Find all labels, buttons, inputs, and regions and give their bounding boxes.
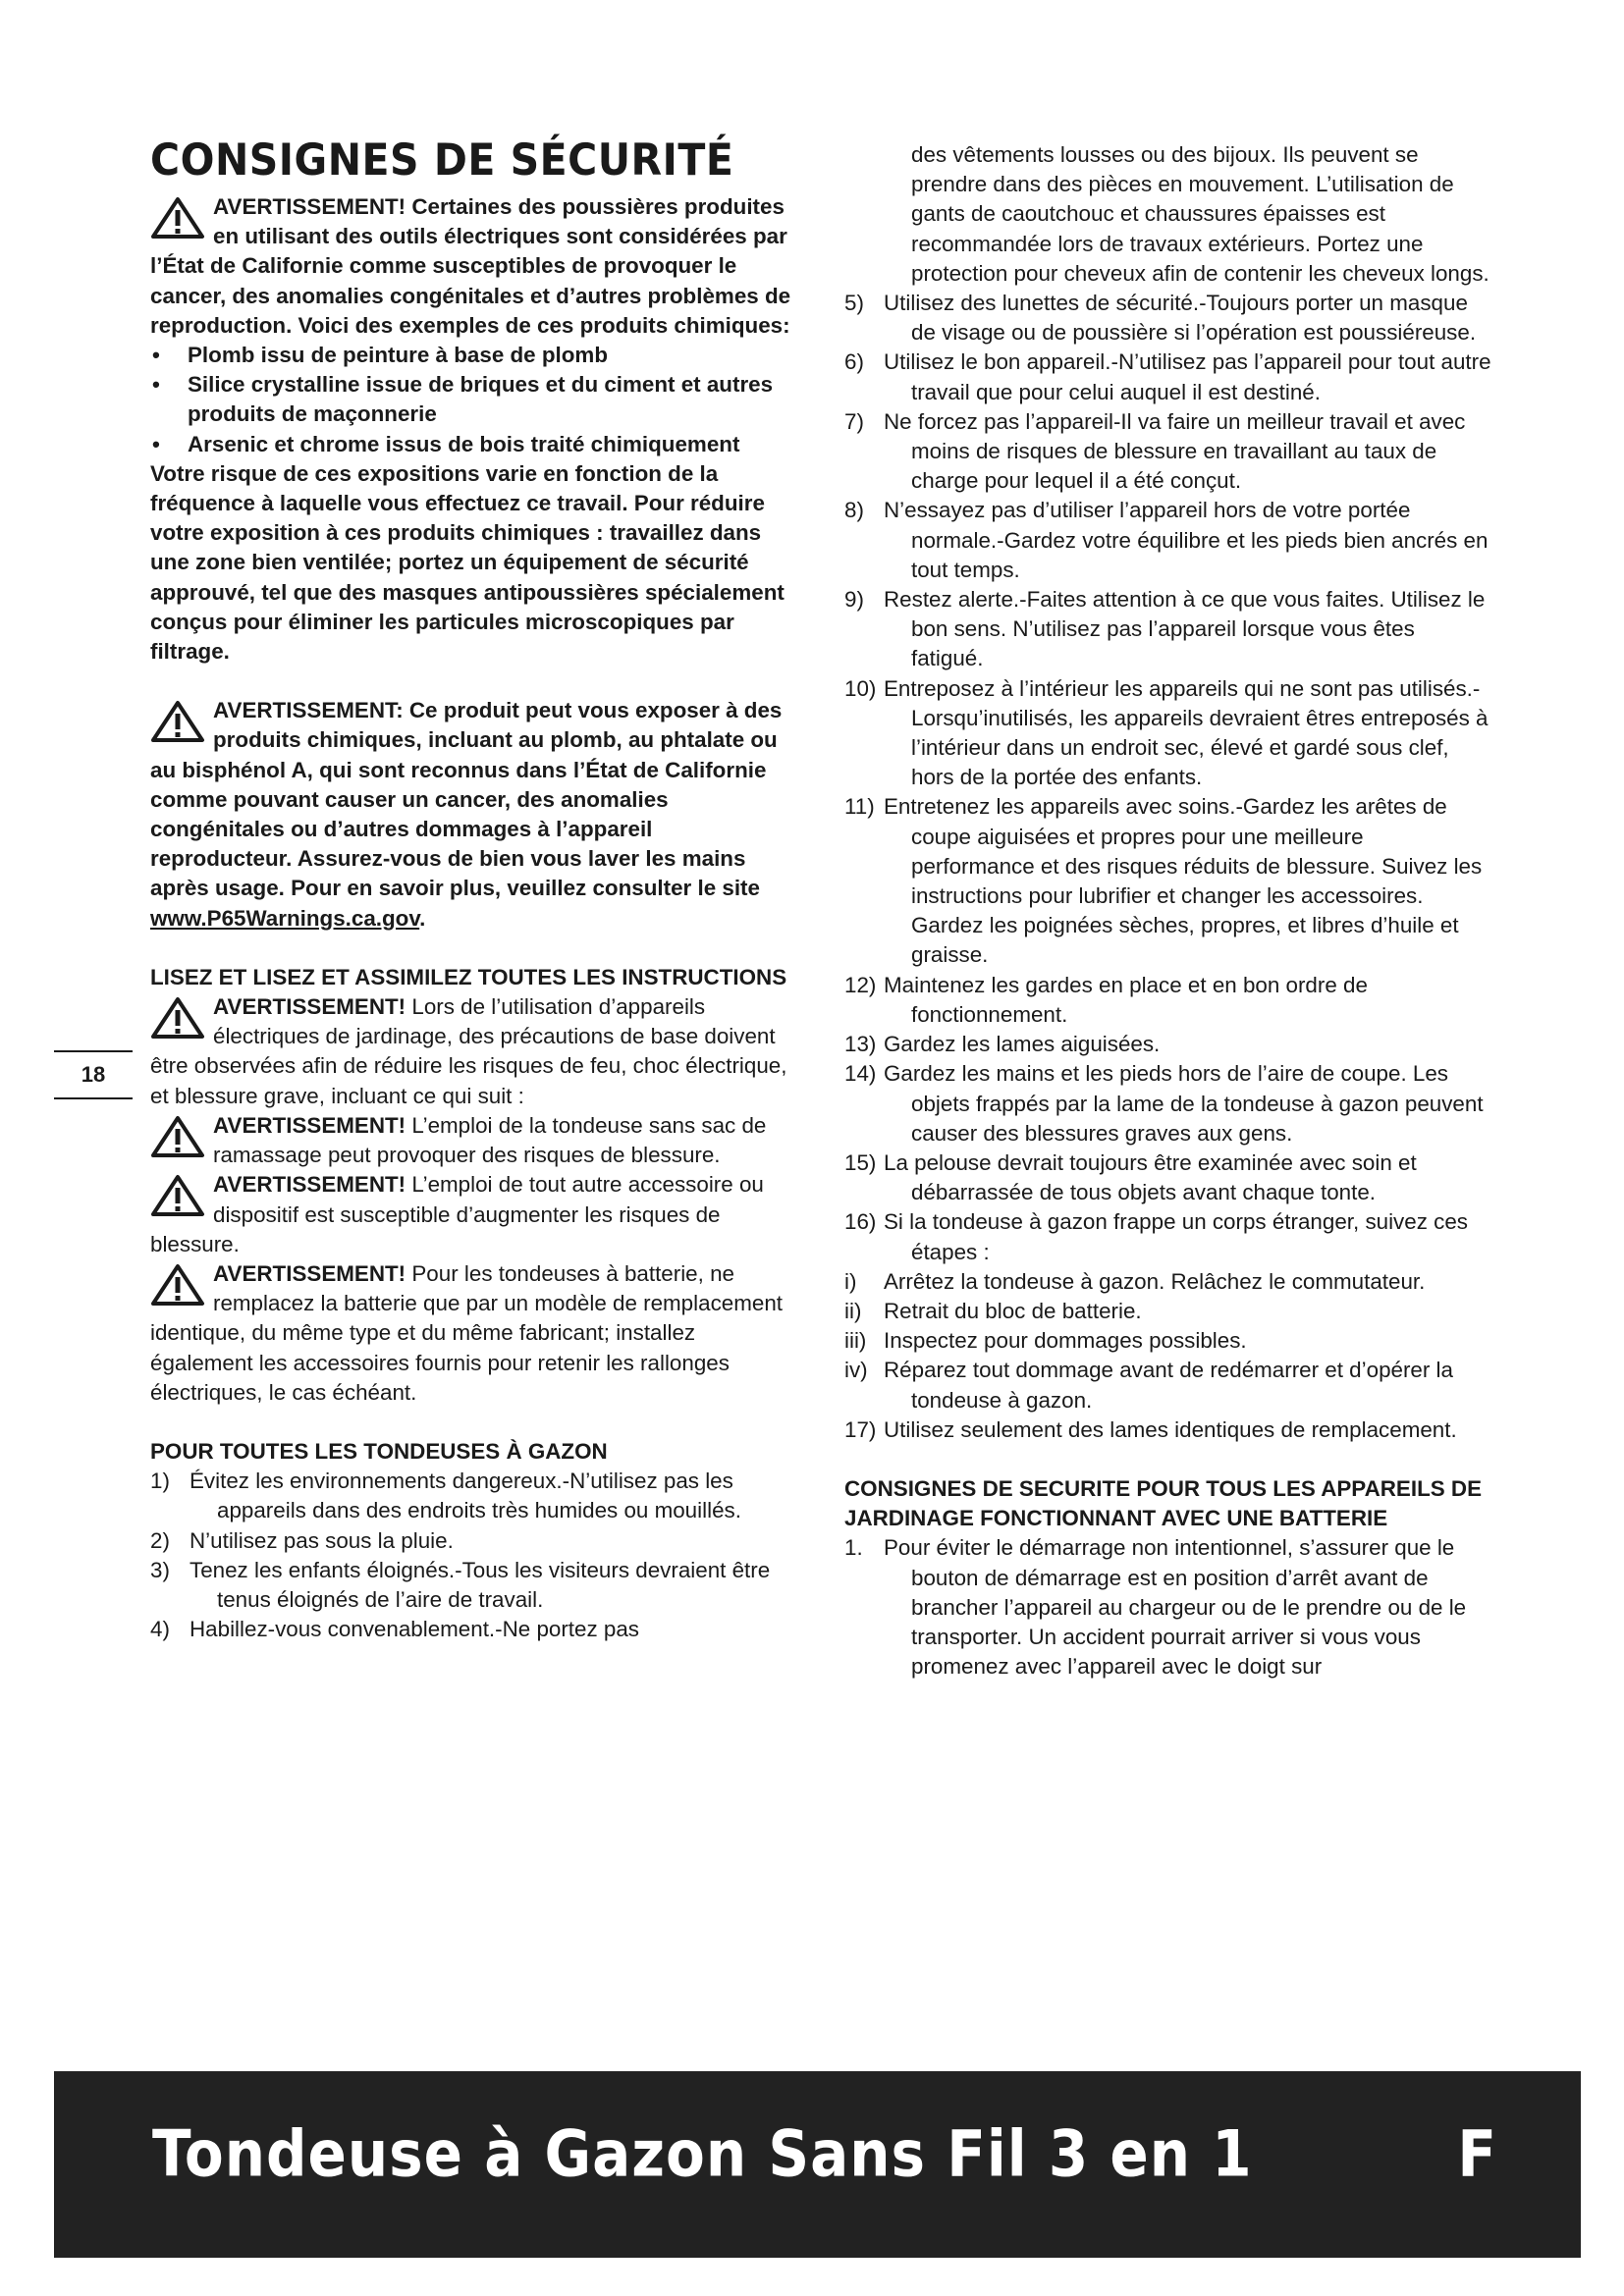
right-column	[844, 140, 1492, 1682]
warning-label: AVERTISSEMENT!	[213, 1172, 406, 1198]
page-number: 18	[81, 1062, 106, 1087]
warning-triangle-icon	[150, 1115, 207, 1160]
list-item: 11) Entretenez les appareils avec soins.-Gardez les arêtes de coupe aiguisées et propres pour une meilleure performance et des risques réduits de blessure. Suivez les instructions pour lubrifier et changer les accessoires. Gardez les poignées sèches, propres, et libres d’huile et graisse.	[844, 794, 1483, 968]
clothing-continuation: des vêtements lousses ou des bijoux. Ils peuvent se prendre dans des pièces en mouvement. L’utilisation de gants de caoutchouc et chaussures épaisses est recommandée lors de travaux extérieurs. Portez une protection pour cheveux afin de contenir les cheveux longs.	[911, 142, 1489, 286]
warning-triangle-icon	[150, 1263, 207, 1308]
mower-rules-list-left	[150, 1467, 794, 1644]
warning-triangle-icon	[150, 700, 207, 745]
warning-label: AVERTISSEMENT!	[213, 1112, 406, 1138]
warning-text: L’emploi de tout autre accessoire ou dispositif est susceptible d’augmenter les risques de blessure.	[150, 1172, 764, 1256]
list-item: • Plomb issu de peinture à base de plomb	[150, 341, 794, 370]
left-column	[150, 135, 794, 1644]
list-item: i) Arrêtez la tondeuse à gazon. Relâchez le commutateur.	[844, 1268, 1426, 1294]
read-warning-2	[150, 1111, 794, 1170]
period: .	[419, 905, 426, 931]
list-item: • Silice crystalline issue de briques et du ciment et autres produits de maçonnerie	[150, 370, 794, 429]
warning-triangle-icon	[150, 996, 207, 1041]
warning-text: Pour les tondeuses à batterie, ne remplacez la batterie que par un modèle de remplacement identique, du même type et du même fabricant; installez également les accessoires fournis pour retenir les rallonges électriques, le cas échéant.	[150, 1260, 783, 1405]
p65-link[interactable]: www.P65Warnings.ca.gov	[150, 905, 420, 931]
list-item: 17) Utilisez seulement des lames identiques de remplacement.	[844, 1416, 1457, 1442]
warning-triangle-icon	[150, 1174, 207, 1219]
list-item: 2) N’utilisez pas sous la pluie.	[150, 1527, 454, 1553]
page-number-block	[54, 1050, 133, 1099]
warning-block-2	[150, 696, 794, 934]
warning-label: AVERTISSEMENT!	[213, 994, 406, 1020]
warning-text: L’emploi de la tondeuse sans sac de ramassage peut provoquer des risques de blessure.	[213, 1112, 767, 1168]
list-item: 12) Maintenez les gardes en place et en bon ordre de fonctionnement.	[844, 972, 1368, 1027]
read-warning-4	[150, 1259, 794, 1408]
exposure-paragraph: Votre risque de ces expositions varie en fonction de la fréquence à laquelle vous effectuez ce travail. Pour réduire votre exposition à ces produits chimiques : travaillez dans une zone bien ventilée; portez un équipement de sécurité approuvé, tel que des masques antipoussières spécialement conçus pour éliminer les particules microscopiques par filtrage.	[150, 460, 785, 665]
list-item: 8) N’essayez pas d’utiliser l’appareil hors de votre portée normale.-Gardez votre équilibre et les pieds bien ancrés en tout temps.	[844, 498, 1489, 582]
warning-text: Ce produit peut vous exposer à des produits chimiques, incluant au plomb, au phtalate ou au bisphénol A, qui sont reconnus dans l’État de Californie comme pouvant causer un cancer, des anomalies congénitales ou d’autres dommages à l’appareil reproducteur. Assurez-vous de bien vous laver les mains après usage. Pour en savoir plus, veuillez consulter le site	[150, 698, 783, 901]
mower-rules-list-right	[844, 289, 1492, 1445]
list-item: 6) Utilisez le bon appareil.-N’utilisez pas l’appareil pour tout autre travail que pour celui auquel il est destiné.	[844, 349, 1491, 404]
list-item: 1. Pour éviter le démarrage non intentionnel, s’assurer que le bouton de démarrage est en position d’arrêt avant de brancher l’appareil au chargeur ou de le prendre ou de le transporter. Un accident pourrait arriver si vous vous promenez avec l’appareil avec le doigt sur	[844, 1535, 1467, 1680]
list-item: 14) Gardez les mains et les pieds hors de l’aire de coupe. Les objets frappés par la lame de la tondeuse à gazon peuvent causer des blessures graves aux gens.	[844, 1061, 1484, 1146]
list-item: 3) Tenez les enfants éloignés.-Tous les visiteurs devraient être tenus éloignés de l’aire de travail.	[150, 1557, 771, 1612]
warning-block-1	[150, 192, 794, 667]
list-item: 16) Si la tondeuse à gazon frappe un corps étranger, suivez ces étapes :	[844, 1209, 1468, 1264]
list-item: 13) Gardez les lames aiguisées.	[844, 1032, 1161, 1057]
warning-text: Lors de l’utilisation d’appareils électriques de jardinage, des précautions de base doivent être observées afin de réduire les risques de feu, choc électrique, et blessure grave, incluant ce qui suit :	[150, 994, 787, 1108]
list-item: iv) Réparez tout dommage avant de redémarrer et d’opérer la tondeuse à gazon.	[844, 1358, 1453, 1413]
footer-language-code: F	[1457, 2116, 1496, 2192]
list-item: 7) Ne forcez pas l’appareil-Il va faire un meilleur travail et avec moins de risques de blessure en travaillant au taux de charge pour lequel il a été conçut.	[844, 408, 1466, 494]
list-item: 1) Évitez les environnements dangereux.-N’utilisez pas les appareils dans des endroits très humides ou mouillés.	[150, 1468, 741, 1523]
list-item: 15) La pelouse devrait toujours être examinée avec soin et débarrassée de tous objets avant chaque tonte.	[844, 1149, 1417, 1205]
warning-label: AVERTISSEMENT!	[213, 1260, 406, 1286]
battery-tools-heading: CONSIGNES DE SECURITE POUR TOUS LES APPAREILS DE JARDINAGE FONCTIONNANT AVEC UNE BATTERIE	[844, 1475, 1483, 1531]
chemicals-list	[150, 341, 794, 459]
list-item: 5) Utilisez des lunettes de sécurité.-Toujours porter un masque de visage ou de poussière si l’opération est poussiéreuse.	[844, 291, 1477, 346]
warning-label: AVERTISSEMENT!	[213, 194, 406, 219]
all-mowers-heading: POUR TOUTES LES TONDEUSES À GAZON	[150, 1438, 608, 1464]
warning-label: AVERTISSEMENT:	[213, 698, 404, 723]
footer-band	[54, 2071, 1581, 2258]
divider	[54, 1097, 133, 1099]
warning-triangle-icon	[150, 196, 207, 241]
list-item: iii) Inspectez pour dommages possibles.	[844, 1328, 1247, 1354]
read-instructions-heading: LISEZ ET LISEZ ET ASSIMILEZ TOUTES LES INSTRUCTIONS	[150, 964, 787, 989]
list-item: 9) Restez alerte.-Faites attention à ce que vous faites. Utilisez le bon sens. N’utilisez pas l’appareil lorsque vous êtes fatigué.	[844, 587, 1486, 671]
warning-text: Certaines des poussières produites en utilisant des outils électriques sont considérées par l’État de Californie comme susceptibles de provoquer le cancer, des anomalies congénitales et d’autres problèmes de reproduction. Voici des exemples de ces produits chimiques:	[150, 194, 791, 338]
list-item: • Arsenic et chrome issus de bois traité chimiquement	[150, 430, 794, 459]
list-item: 10) Entreposez à l’intérieur les appareils qui ne sont pas utilisés.-Lorsqu’inutilisés, les appareils devraient êtres entreposés à l’intérieur dans un endroit sec, élevé et gardé sous clef, hors de la portée des enfants.	[844, 675, 1489, 790]
list-item: 4) Habillez-vous convenablement.-Ne portez pas	[150, 1617, 640, 1642]
read-warning-3	[150, 1170, 794, 1259]
battery-rules-list	[844, 1533, 1492, 1682]
footer-product-title: Tondeuse à Gazon Sans Fil 3 en 1	[152, 2116, 1253, 2192]
read-warning-1	[150, 992, 794, 1111]
page-title: CONSIGNES DE SÉCURITÉ	[150, 133, 734, 186]
list-item: ii) Retrait du bloc de batterie.	[844, 1298, 1142, 1323]
